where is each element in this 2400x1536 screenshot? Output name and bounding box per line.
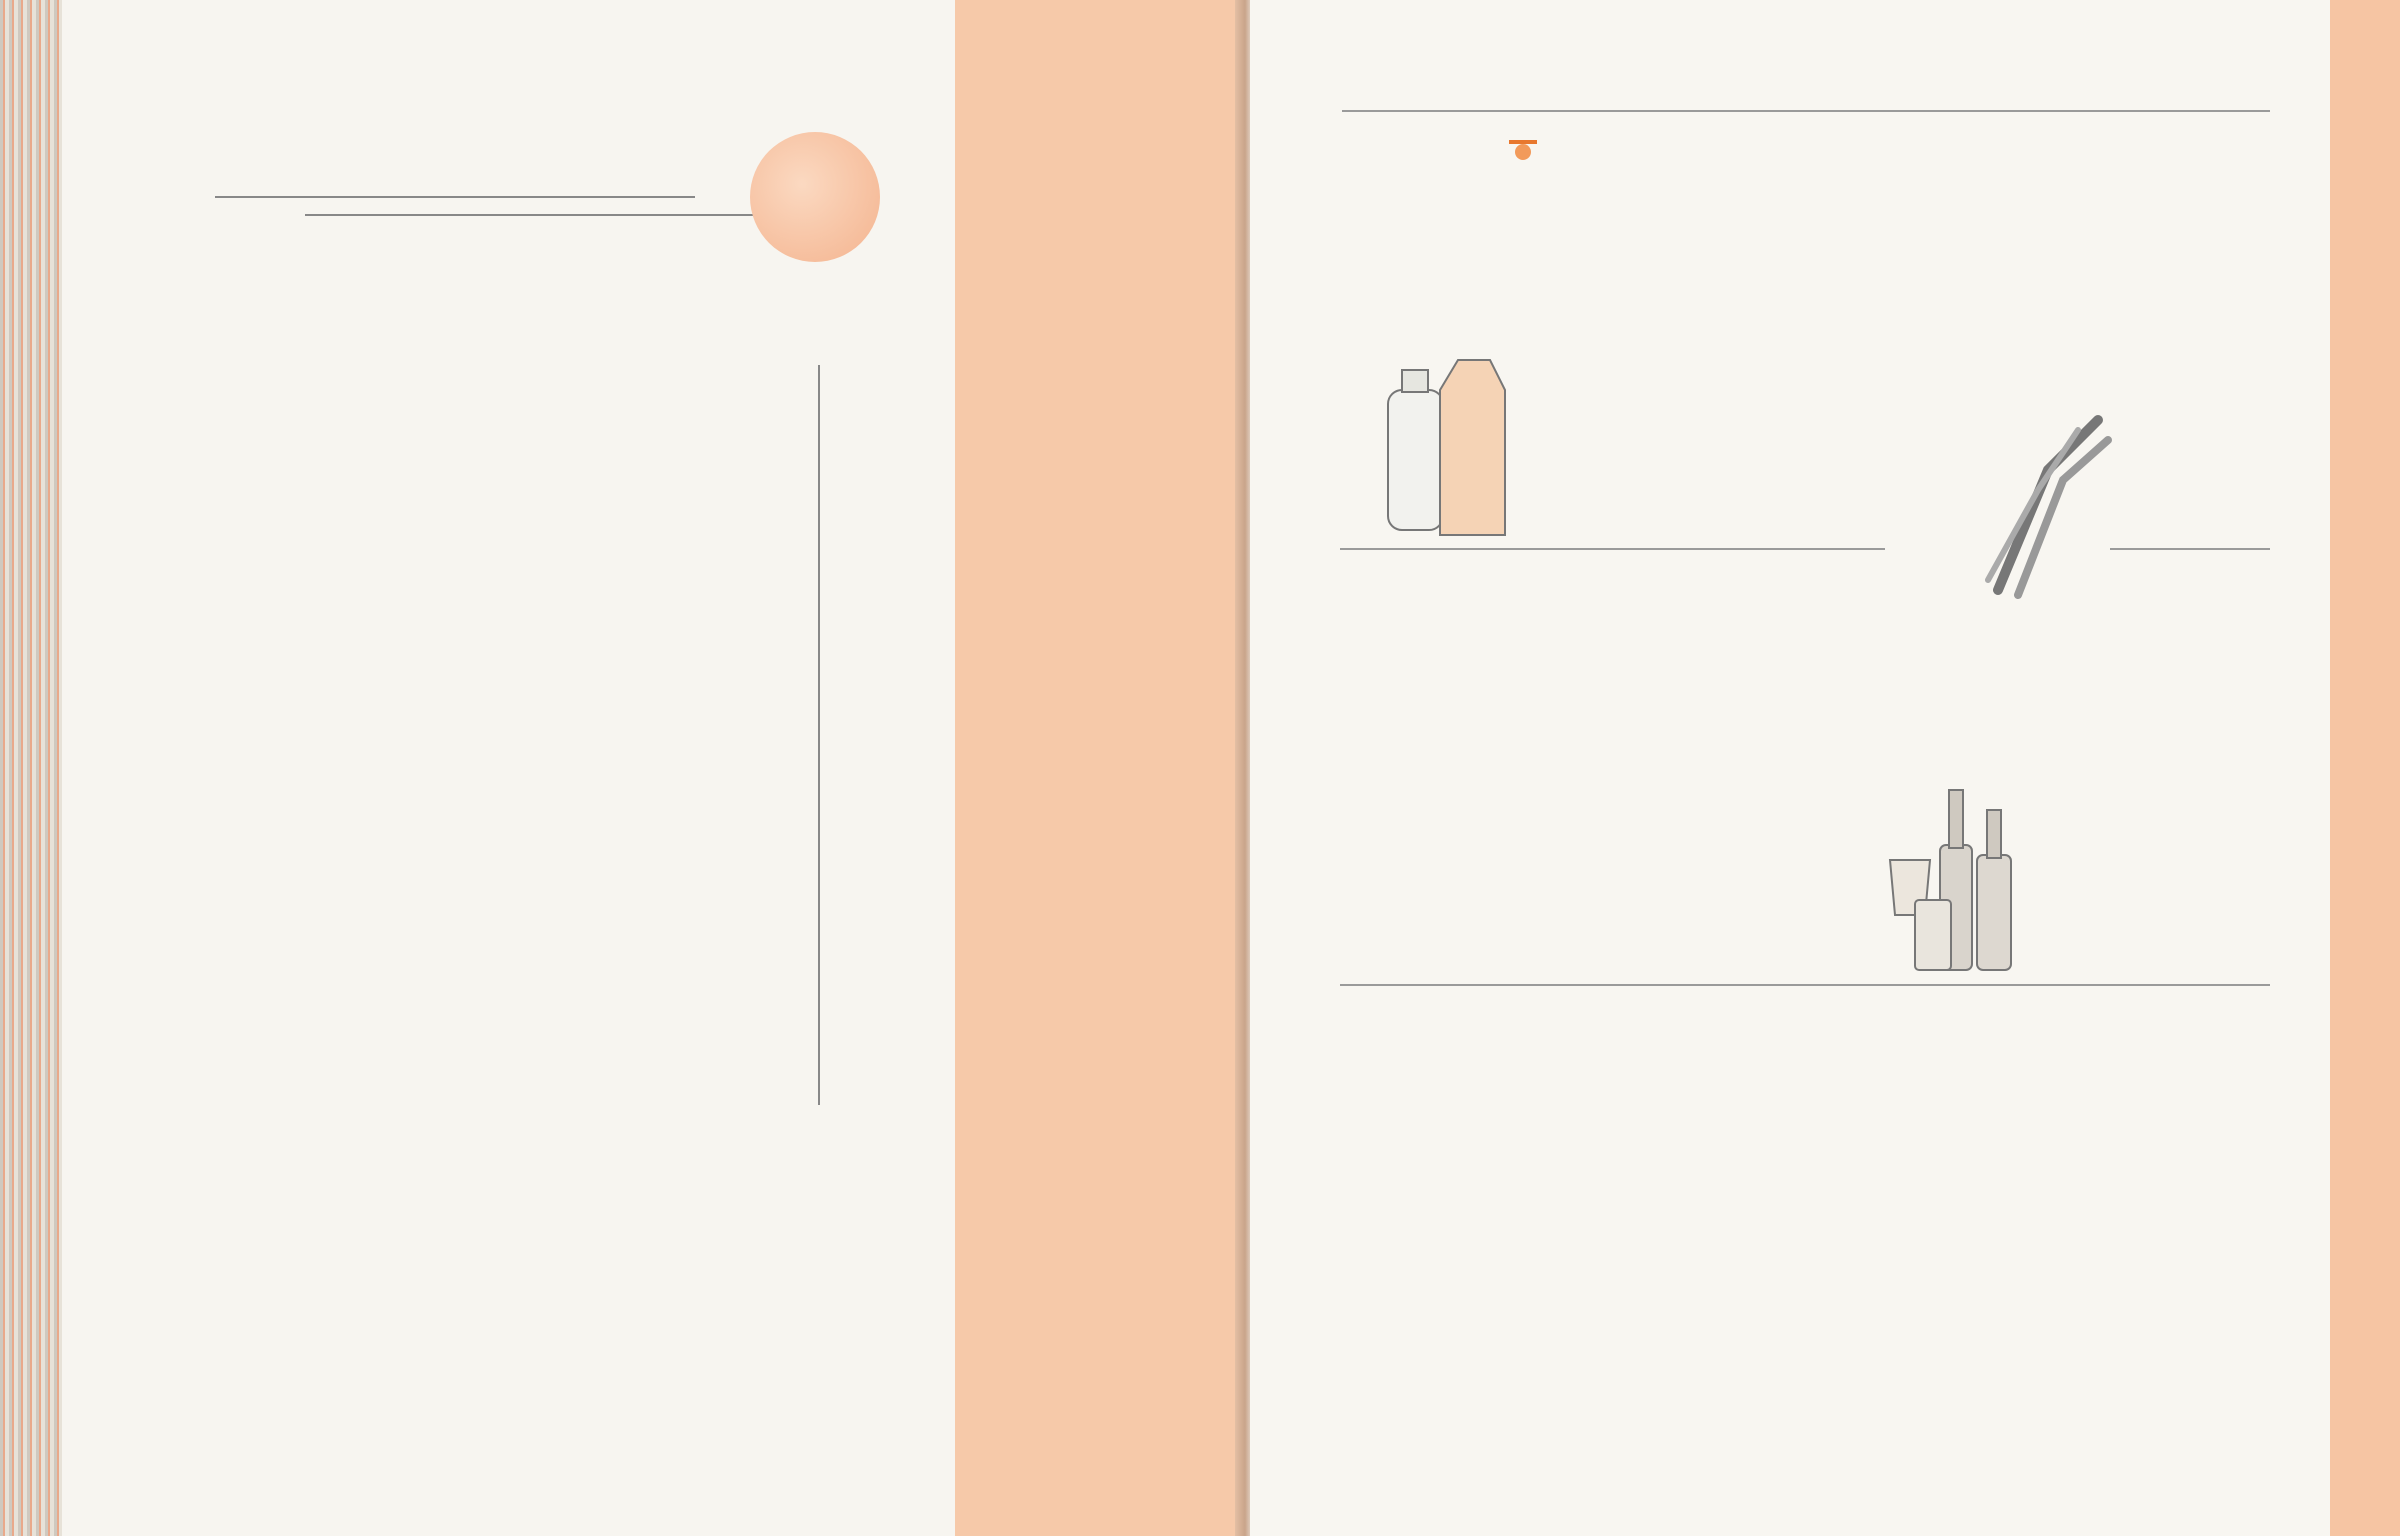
chapter8-heading <box>1509 140 1537 166</box>
bottles-illustration <box>1885 785 2035 975</box>
section-rule-1b <box>2110 548 2270 550</box>
section-rule-1a <box>1340 548 1885 550</box>
header-rule <box>1342 110 2270 112</box>
milk-illustration <box>1380 350 1510 540</box>
section-rule-2 <box>1340 984 2270 986</box>
right-page <box>1250 0 2330 1536</box>
bullet-icon <box>1515 144 1531 160</box>
title-vertical-rule <box>818 365 820 1105</box>
leek-illustration <box>1978 410 2118 600</box>
chapter-rule-1 <box>215 196 695 198</box>
right-color-band <box>2330 0 2400 1536</box>
chapter-rule-2 <box>305 214 755 216</box>
left-color-band <box>955 0 1245 1536</box>
chapter-badge <box>750 132 880 262</box>
page-edges <box>0 0 70 1536</box>
